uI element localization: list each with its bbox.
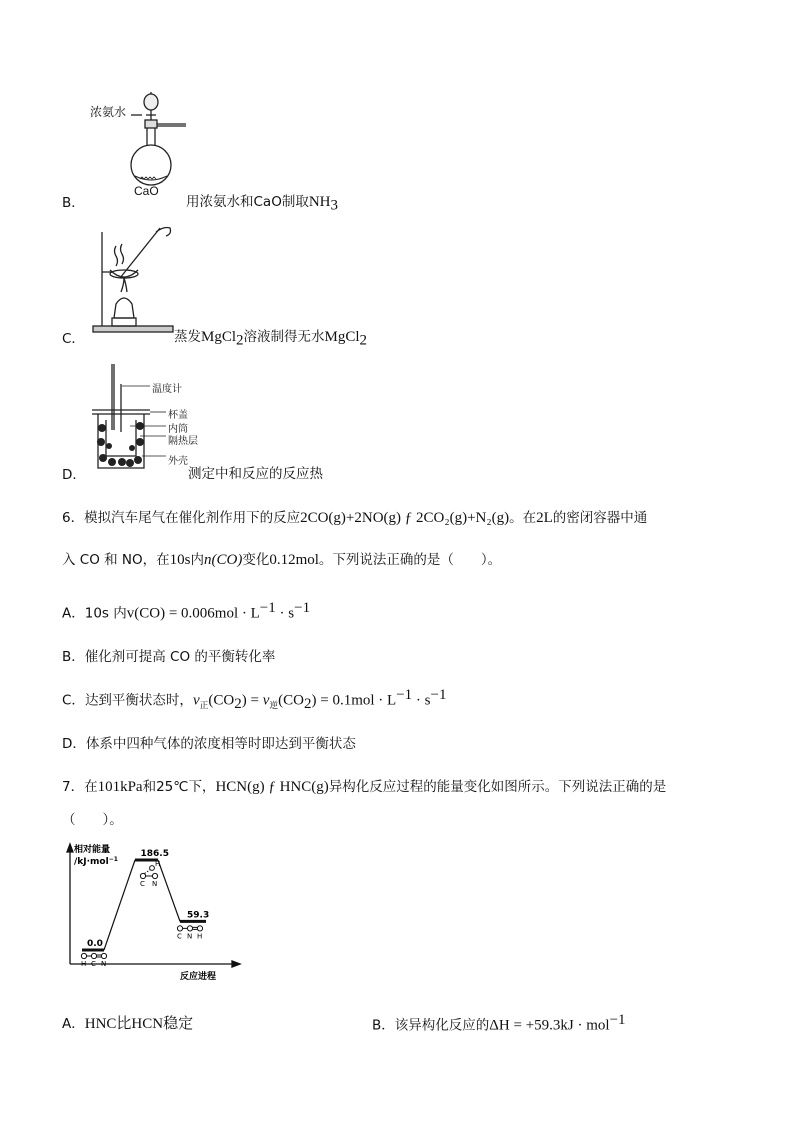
- option-d-description: 测定中和反应的反应热: [188, 466, 323, 482]
- atom-ts-n: [152, 873, 157, 878]
- lid-label: 杯盖: [168, 410, 188, 421]
- solid-label: CaO: [134, 184, 159, 198]
- atom-label-hnc-1: N: [187, 932, 193, 941]
- option-b-description: 用浓氨水和CaO制取$NH_3$: [186, 194, 338, 214]
- option-c-description: 蒸发MgCl$_2$溶液制得无水MgCl$_2$: [174, 329, 368, 349]
- atom-label-hcn-1: C: [91, 960, 96, 968]
- inner-cup-label: 内筒: [168, 424, 188, 435]
- question-6-option-a[interactable]: A．10s 内$v(CO) = 0.006mol \cdot L^{-1} \cdot s^{-1}$: [62, 600, 311, 622]
- atom-label-hcn-2: N: [101, 960, 107, 968]
- insulation-label: 隔热层: [168, 436, 198, 447]
- energy-value-label-1: 186.5: [140, 849, 169, 859]
- thermometer-label: 温度计: [152, 384, 182, 395]
- energy-connector-1: [158, 860, 180, 921]
- question-6-stem-line-2: 入 CO 和 NO，在10s内n(CO)变化0.12mol。下列说法正确的是（ ）。: [62, 552, 502, 568]
- atom-label-ts-0: H: [155, 860, 161, 868]
- option-c-letter: C．: [62, 331, 85, 347]
- question-6-stem-line-1: 6．模拟汽车尾气在催化剂作用下的反应2CO(g)+2NO(g) ƒ 2CO₂(g)+N₂(g)。在2L的密闭容器中通: [62, 510, 648, 526]
- energy-connector-0: [104, 860, 135, 950]
- question-7-stem-line-1: 7．在101kPa和25℃下，HCN(g) ƒ HNC(g)异构化反应过程的能量变化如图所示。下列说法正确的是: [62, 779, 667, 795]
- evaporation-apparatus-icon: [88, 222, 178, 337]
- energy-diagram: [60, 838, 250, 986]
- atom-hcn-1: [91, 953, 96, 958]
- option-b-letter: B．: [62, 195, 85, 211]
- atom-ts-c: [140, 873, 145, 878]
- atom-hcn-2: [101, 953, 106, 958]
- question-7-option-a[interactable]: A．HNC比HCN稳定: [62, 1016, 194, 1032]
- atom-label-hnc-2: H: [197, 932, 203, 941]
- energy-value-label-0: 0.0: [87, 939, 103, 949]
- y-axis-label-line-1: 相对能量: [74, 845, 111, 855]
- question-7-stem-line-2: （ ）。: [62, 812, 123, 828]
- atom-label-hcn-0: H: [81, 960, 87, 968]
- option-d-letter: D．: [62, 467, 86, 483]
- atom-hnc-1: [187, 926, 192, 931]
- atom-hnc-2: [197, 926, 202, 931]
- outer-shell-label: 外壳: [168, 456, 188, 467]
- x-axis-label: 反应进程: [180, 972, 217, 982]
- bond-ts-ch: [145, 870, 151, 874]
- atom-hnc-0: [177, 926, 182, 931]
- y-axis-label-line-2: /kJ·mol$^{-1}$: [74, 856, 118, 867]
- atom-label-hnc-0: C: [177, 932, 182, 941]
- atom-hcn-0: [81, 953, 86, 958]
- atom-label-ts-1: C: [140, 880, 145, 888]
- flask-label: 浓氨水: [90, 105, 127, 119]
- question-6-option-d[interactable]: D．体系中四种气体的浓度相等时即达到平衡状态: [62, 736, 356, 752]
- question-6-option-b[interactable]: B．催化剂可提高 CO 的平衡转化率: [62, 649, 276, 665]
- atom-label-ts-2: N: [152, 880, 158, 888]
- energy-value-label-2: 59.3: [187, 910, 210, 921]
- question-6-option-c[interactable]: C．达到平衡状态时，$v_正(CO_2) = v_逆(CO_2) = 0.1mol \cdot L^{-1} \cdot s^{-1}$: [62, 687, 447, 713]
- flask-apparatus-icon: [118, 88, 198, 193]
- question-7-option-b[interactable]: B．该异构化反应的ΔH = +59.3kJ · mol$^{-1}$: [372, 1012, 626, 1034]
